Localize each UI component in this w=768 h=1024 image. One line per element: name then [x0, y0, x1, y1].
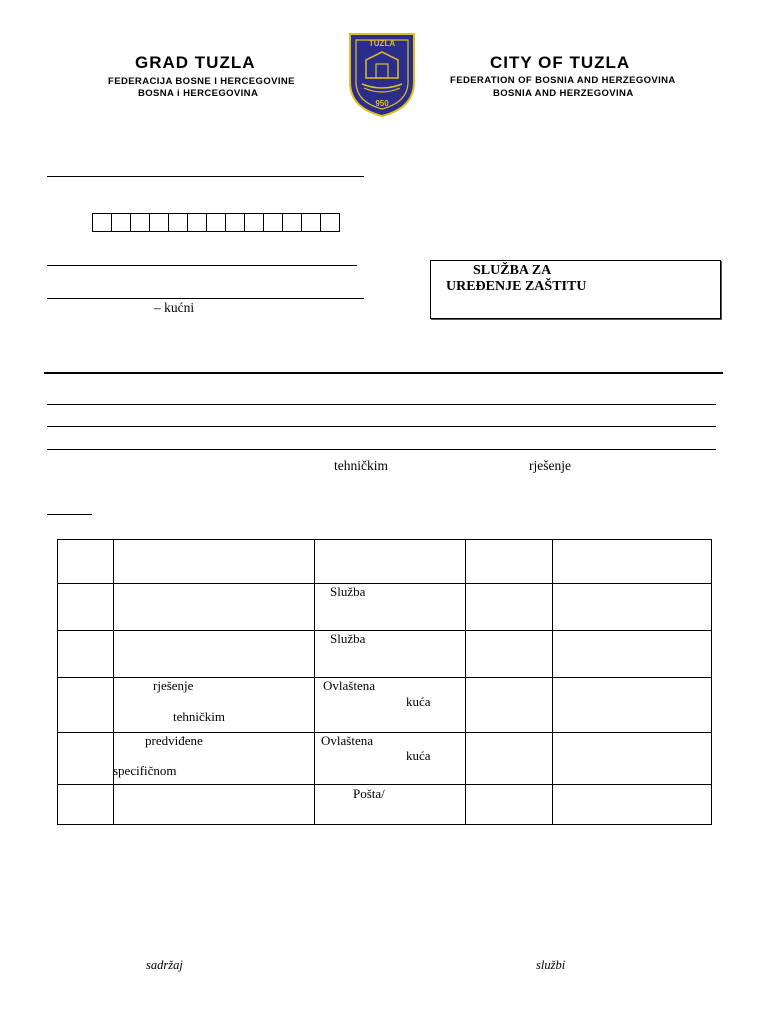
- id-digit-box[interactable]: [301, 213, 321, 232]
- id-digit-box[interactable]: [282, 213, 302, 232]
- crest-top-text: TUZLA: [368, 39, 396, 48]
- subject-line-2[interactable]: [47, 426, 716, 427]
- cell-text: Ovlaštena: [323, 678, 375, 693]
- right-subtitle-1: FEDERATION OF BOSNIA AND HERZEGOVINA: [450, 75, 676, 86]
- table-row: [58, 678, 712, 733]
- left-subtitle-2: BOSNA i HERCEGOVINA: [138, 88, 259, 99]
- left-subtitle-1: FEDERACIJA BOSNE I HERCEGOVINE: [108, 76, 295, 87]
- id-digit-box[interactable]: [168, 213, 188, 232]
- id-digit-box[interactable]: [225, 213, 245, 232]
- id-digit-box[interactable]: [187, 213, 207, 232]
- service-line-2: UREĐENJE ZAŠTITU: [446, 279, 587, 294]
- id-digit-box[interactable]: [206, 213, 226, 232]
- phone-line[interactable]: [47, 298, 364, 299]
- right-title: CITY OF TUZLA: [490, 53, 631, 72]
- home-phone-label: – kućni: [154, 300, 195, 315]
- left-title: GRAD TUZLA: [135, 53, 256, 72]
- cell-text: Pošta/: [353, 786, 385, 801]
- body-word-rjesenje: rješenje: [529, 458, 571, 473]
- id-digit-box[interactable]: [149, 213, 169, 232]
- id-digit-box[interactable]: [263, 213, 283, 232]
- footer-right-text: službi: [536, 958, 566, 972]
- city-crest-logo: [346, 30, 418, 118]
- cell-text: tehničkim: [173, 709, 225, 724]
- table-row: [58, 584, 712, 631]
- table-row: [58, 540, 712, 584]
- cell-text: kuća: [406, 748, 431, 763]
- address-line[interactable]: [47, 265, 357, 266]
- short-underline: [47, 514, 92, 515]
- cell-text: kuća: [406, 694, 431, 709]
- subject-line-1[interactable]: [47, 404, 716, 405]
- service-line-1: SLUŽBA ZA: [473, 263, 552, 278]
- footer-left-text: sadržaj: [146, 958, 183, 972]
- id-number-boxes[interactable]: [93, 213, 340, 232]
- id-digit-box[interactable]: [92, 213, 112, 232]
- cell-text: Služba: [330, 631, 366, 646]
- attachments-table: [57, 539, 712, 825]
- subject-line-3[interactable]: [47, 449, 716, 450]
- id-digit-box[interactable]: [111, 213, 131, 232]
- id-digit-box[interactable]: [244, 213, 264, 232]
- id-digit-box[interactable]: [130, 213, 150, 232]
- right-subtitle-2: BOSNIA AND HERZEGOVINA: [493, 88, 634, 99]
- cell-text: Služba: [330, 584, 366, 599]
- body-word-tehnickim: tehničkim: [334, 458, 388, 473]
- cell-text: Ovlaštena: [321, 733, 373, 748]
- table-row: [58, 785, 712, 825]
- cell-text: predviđene: [145, 733, 203, 748]
- cell-text: specifičnom: [113, 763, 177, 778]
- table-row: [58, 631, 712, 678]
- table-row: [58, 733, 712, 785]
- subject-divider: [44, 372, 723, 374]
- cell-text: rješenje: [153, 678, 194, 693]
- name-line[interactable]: [47, 176, 364, 177]
- recipient-service-box: [430, 260, 721, 319]
- id-digit-box[interactable]: [320, 213, 340, 232]
- crest-bottom-text: 950: [375, 99, 389, 108]
